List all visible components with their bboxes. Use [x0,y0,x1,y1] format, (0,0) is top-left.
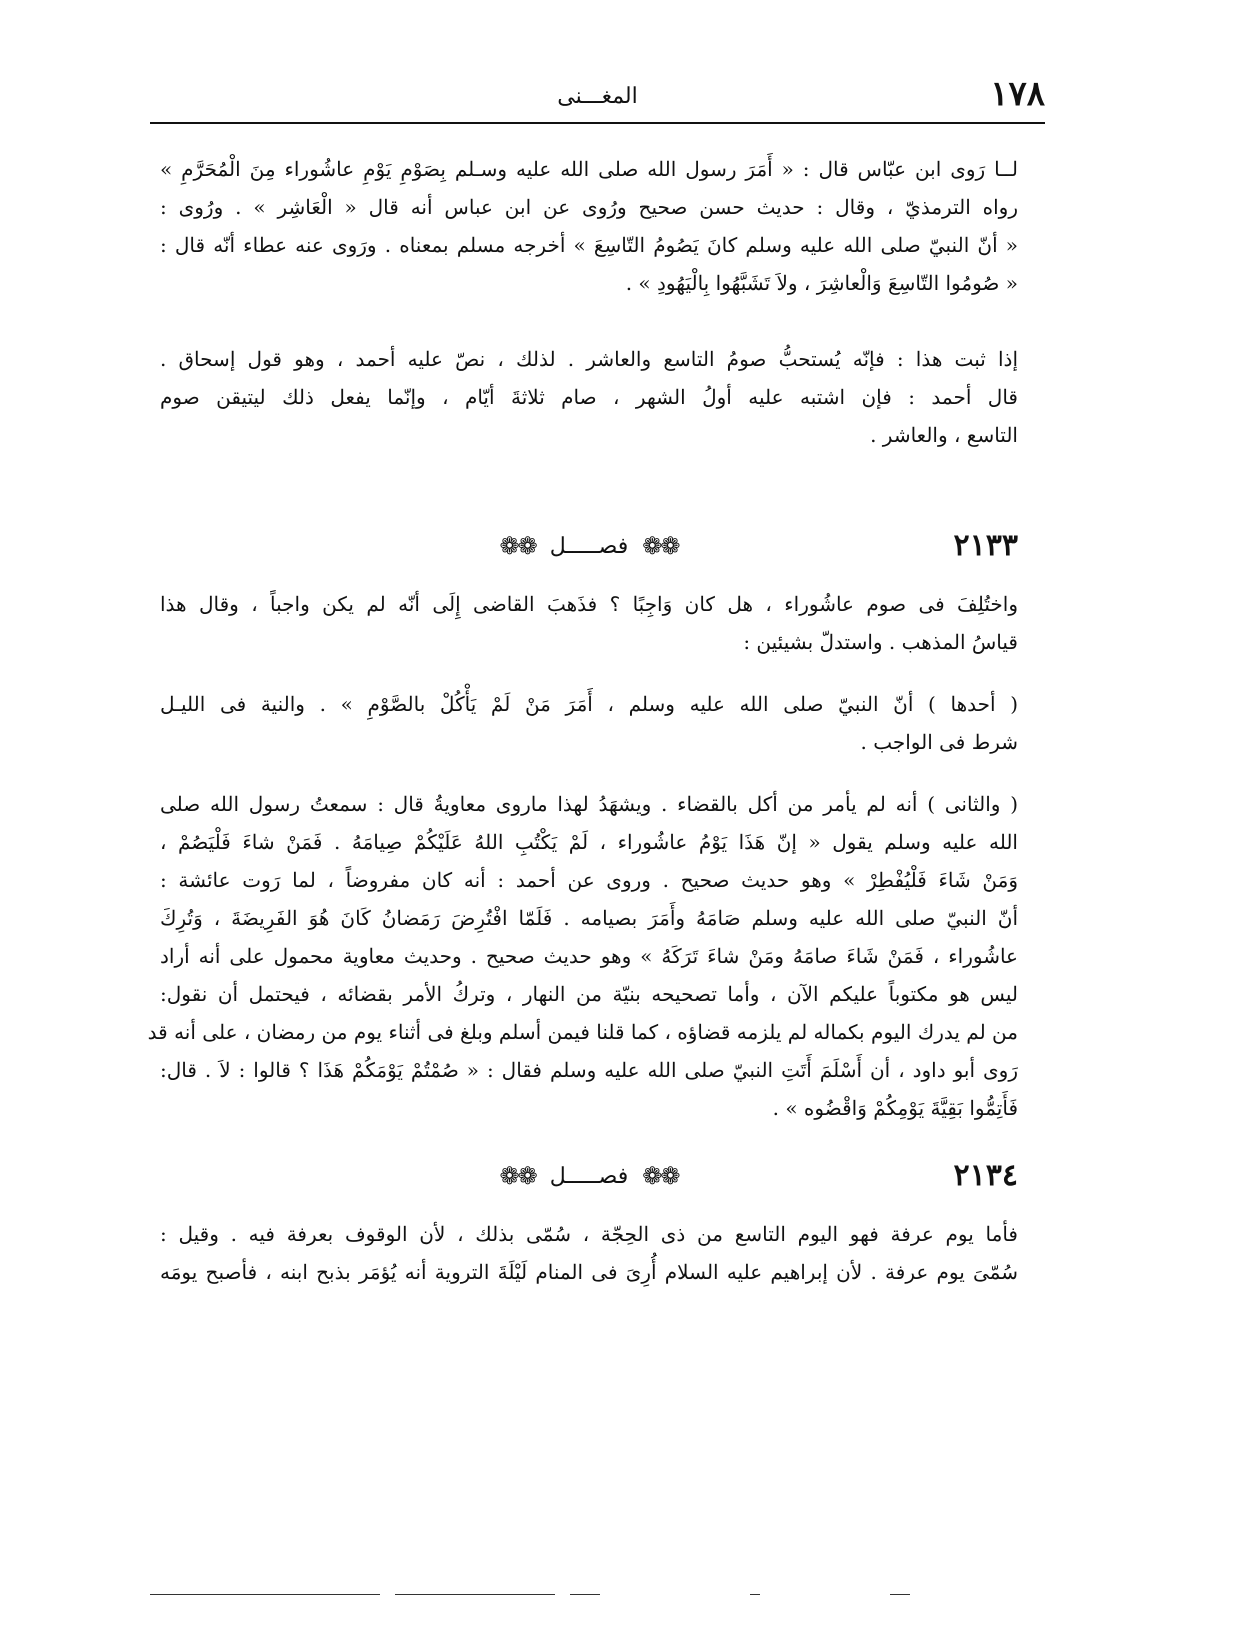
text-line: أنّ النبيّ صلى الله عليه وسلم صَامَهُ وأَمَرَ بصيامه . فَلَمّا افْتُرِضَ رَمَضانُ كَانَ هُوَ الفَرِيضَةَ ، وَتُرِكَ [160,906,1018,930]
text-line: من لم يدرك اليوم بكماله لم يلزمه قضاؤه ، كما قلنا فيمن أسلم وبلغ فى أثناء يوم من رمضان ، على أنه قد [147,1020,1018,1044]
text-line: « صُومُوا التّاسِعَ وَالْعاشِرَ ، ولاَ تَشَبَّهُوا بِالْيَهُودِ » . [625,271,1018,295]
text-line: لــا رَوى ابن عبّاس قال : « أَمَرَ رسول الله صلى الله عليه وسـلم بِصَوْمِ يَوْمِ عاشُوراء مِنَ الْمُحَرَّمِ » [160,157,1018,181]
page-number: ١٧٨ [990,74,1045,114]
text-line: قياسُ المذهب . واستدلّ بشيئين : [743,630,1018,654]
text-line: ( والثانى ) أنه لم يأمر من أكل بالقضاء . ويشهَدُ لهذا ماروى معاويةُ قال : سمعتُ رسول الله صلى [160,792,1018,816]
paragraph-2 [160,340,1018,454]
ornament-icon: ❁❁ [642,532,679,560]
text-line: واختُلِفَ فى صوم عاشُوراء ، هل كان وَاجِبًا ؟ فذَهبَ القاضى إِلَى أنّه لم يكن واجباً ، وقال هذا [160,592,1018,616]
section-title [500,532,679,560]
text-line: ليس هو مكتوباً عليكم الآن ، وأما تصحيحه بنيّة من النهار ، وتركُ الأمر بقضائه ، فيحتمل أن نقول: [160,982,1018,1006]
text-line: شرط فى الواجب . [860,730,1018,754]
text-line: سُمّىَ يوم عرفة . لأن إبراهيم عليه السلام أُرِىَ فى المنام لَيْلَةَ التروية أنه يُؤمَر بذبح ابنه ، فأصبح يومَه [160,1260,1018,1284]
paragraph-1 [160,150,1018,302]
ornament-icon: ❁❁ [499,532,536,560]
text-line: رَوى أبو داود ، أن أَسْلَمَ أَتَتِ النبيّ صلى الله عليه وسلم فقال : « صُمْتُمْ يَوْمَكُمْ هَذَا ؟ قالوا : لاَ . قال: [160,1058,1018,1082]
text-line: فأما يوم عرفة فهو اليوم التاسع من ذى الحِجّة ، سُمّى بذلك ، لأن الوقوف بعرفة فيه . وقيل : [160,1222,1018,1246]
paragraph-6 [160,1215,1018,1291]
text-line: التاسع ، والعاشر . [870,423,1018,447]
text-line: « أنّ النبيّ صلى الله عليه وسلم كانَ يَصُومُ التّاسِعَ » أخرجه مسلم بمعناه . ورَوى عنه عطاء أنّه قال : [160,233,1018,257]
rule-line [395,1594,555,1595]
running-title: المغـــنى [557,84,638,109]
rule-line [570,1594,600,1595]
section-heading-2134 [160,1158,1018,1206]
paragraph-5 [147,785,1018,1127]
text-line: فَأَتِمُّوا بَقِيَّةَ يَوْمِكُمْ وَاقْضُوه » . [772,1096,1018,1120]
text-line: رواه الترمذيّ ، وقال : حديث حسن صحيح ورُوى عن ابن عباس أنه قال « الْعَاشِر » . ورُوى : [160,195,1018,219]
text-line: وَمَنْ شَاءَ فَلْيُفْطِرْ » وهو حديث صحيح . وروى عن أحمد : أنه كان مفروضاً ، لما رَوت عائشة : [160,868,1018,892]
section-heading-2133 [160,528,1018,576]
section-label: فصـــــل [549,533,629,559]
text-line: ( أحدها ) أنّ النبيّ صلى الله عليه وسلم ، أَمَرَ مَنْ لَمْ يَأْكُلْ بالصَّوْمِ » . والنية فى الليـل [160,692,1018,716]
text-line: قال أحمد : فإن اشتبه عليه أولُ الشهر ، صام ثلاثةَ أيّام ، وإنّما يفعل ذلك ليتيقن صوم [160,385,1018,409]
section-title [500,1162,679,1190]
paragraph-4 [160,685,1018,761]
text-line: إذا ثبت هذا : فإنّه يُستحبُّ صومُ التاسع والعاشر . لذلك ، نصّ عليه أحمد ، وهو قول إسحاق . [160,347,1018,371]
section-label: فصـــــل [549,1163,629,1189]
paragraph-3 [160,585,1018,661]
footer-rules [150,1594,1010,1600]
text-line: الله عليه وسلم يقول « إنّ هَذَا يَوْمُ عاشُوراء ، لَمْ يَكْتُبِ اللهُ عَلَيْكُمْ صِيامَهُ . فَمَنْ شاءَ فَلْيَصُمْ ، [160,830,1018,854]
ornament-icon: ❁❁ [642,1162,679,1190]
rule-line [750,1594,760,1595]
rule-line [150,1594,380,1595]
text-line: عاشُوراء ، فَمَنْ شَاءَ صامَهُ ومَنْ شاءَ تَرَكَهُ » وهو حديث صحيح . وحديث معاوية محمول على أنه أراد [160,944,1018,968]
section-number: ٢١٣٤ [953,1158,1018,1193]
ornament-icon: ❁❁ [499,1162,536,1190]
rule-line [890,1594,910,1595]
section-number: ٢١٣٣ [953,528,1018,563]
page-header [150,74,1045,124]
